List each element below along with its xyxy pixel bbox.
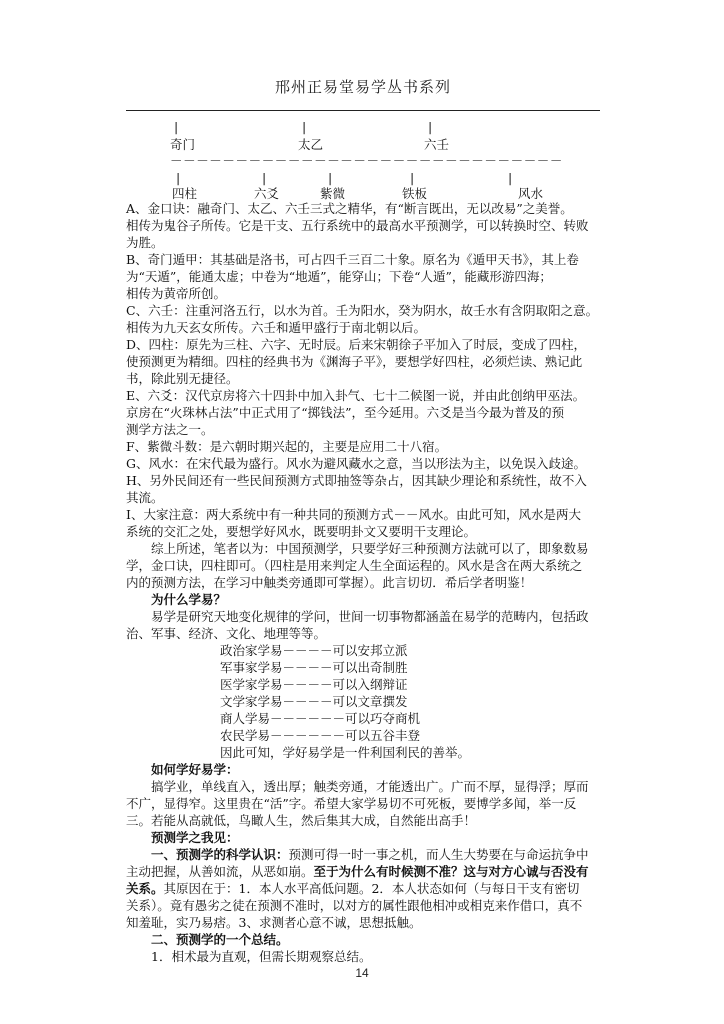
diagram-node-taiyi: 太乙 — [298, 137, 324, 152]
paragraph-line: H、另外民间还有一些民间预测方式即抽签等杂占，因其缺少理论和系统性，故不入 — [126, 473, 587, 488]
paragraph-line: I、大家注意：两大系统中有一种共同的预测方式－－风水。由此可知，风水是两大 — [126, 507, 581, 522]
paragraph-line: 相传为黄帝所创。 — [126, 286, 227, 301]
running-header: 邢州正易堂易学丛书系列 — [274, 78, 451, 96]
section-heading-opinion: 预测学之我见： — [151, 830, 239, 845]
diagram-node-sizhu: 四柱 — [172, 186, 198, 201]
paragraph-line: 内的预测方法，在学习中触类旁通即可掌握）。此言切切．希后学者明鉴！ — [126, 575, 533, 590]
paragraph-line: 易学是研究天地变化规律的学问，世间一切事物都涵盖在易学的范畴内，包括政 — [151, 609, 589, 624]
paragraph-line: 综上所述，笔者以为：中国预测学，只要学好三种预测方法就可以了，即象数易 — [151, 541, 589, 556]
diagram-connector: | — [302, 119, 307, 134]
paragraph-line: C、六壬：注重河洛五行，以水为首。壬为阳水，癸为阴水，故壬水有含阴取阳之意。 — [126, 303, 599, 318]
header-rule — [126, 110, 600, 111]
paragraph-line: G、风水：在宋代最为盛行。风水为避风藏水之意，当以形法为主，以免误入歧途。 — [126, 456, 586, 471]
paragraph-line — [151, 846, 589, 863]
emphasis-text: 一、预测学的科学认识： — [151, 847, 289, 862]
paragraph-line: 不广，显得窄。这里贵在“活”字。希望大家学易切不可死板，要博学多闻，举一反 — [126, 796, 577, 811]
paragraph-line: 系统的交汇之处，要想学好风水，既要明卦文又要明干支理论。 — [126, 524, 477, 539]
list-item: 文学家学易－－－－可以文章撰发 — [220, 694, 408, 709]
paragraph-line: 为“天遁”，能通太虚；中卷为“地遁”，能穿山；下卷“人遁”，能藏形游四海； — [126, 269, 552, 284]
diagram-divider: －－－－－－－－－－－－－－－－－－－－－－－－－－－－－－ — [170, 153, 564, 168]
paragraph-text: 其原因在于：1．本人水平高低问题。2．本人状态如何（与每日干支有密切 — [163, 881, 580, 896]
diagram-connector: | — [410, 170, 415, 185]
list-item: 农民学易－－－－－－可以五谷丰登 — [220, 728, 421, 743]
paragraph-line: 书，除此别无捷径。 — [126, 371, 239, 386]
paragraph-line: A、金口诀：融奇门、太乙、六壬三式之精华，有“断言既出，无以改易”之美誉。 — [126, 201, 573, 216]
emphasis-text: 关系。 — [126, 881, 164, 896]
paragraph-text: 主动把握，从善如流，从恶如崩。 — [126, 864, 314, 879]
paragraph-line: B、奇门遁甲：其基础是洛书，可占四千三百二十象。原名为《遁甲天书》，其上卷 — [126, 252, 579, 267]
list-item: 军事家学易－－－－可以出奇制胜 — [220, 660, 408, 675]
paragraph-line: 使预测更为精细。四柱的经典书为《渊海子平》，要想学好四柱，必须烂读、熟记此 — [126, 354, 583, 369]
diagram-connector: | — [428, 119, 433, 134]
diagram-connector: | — [176, 170, 181, 185]
diagram-node-qimen: 奇门 — [170, 137, 196, 152]
paragraph-line — [126, 880, 579, 897]
diagram-node-tieban: 铁板 — [402, 186, 428, 201]
list-item: 政治家学易－－－－可以安邦立派 — [220, 643, 408, 658]
paragraph-text: 预测可得一时一事之机，而人生大势要在与命运抗争中 — [288, 847, 589, 862]
page-number: 14 — [355, 966, 369, 980]
emphasis-text: 至于为什么有时候测不准？这与对方心诚与否没有 — [313, 864, 589, 879]
paragraph-line: 学，金口诀，四柱即可。（四柱是用来判定人生全面运程的。风水是含在两大系统之 — [126, 558, 583, 573]
paragraph-line: 测学方法之一。 — [126, 422, 214, 437]
paragraph-line — [126, 863, 589, 880]
paragraph-line: 知羞耻，实乃易痞。3、求测者心意不诚，思想抵触。 — [126, 915, 422, 930]
paragraph-line: 关系）。竟有愚劣之徒在预测不准时，以对方的属性跟他相冲或相克来作借口，真不 — [126, 898, 583, 913]
section-heading-how-learn: 如何学好易学： — [151, 762, 239, 777]
paragraph-line: E、六爻：汉代京房将六十四卦中加入卦气、七十二候图一说，并由此创纳甲巫法。 — [126, 388, 586, 403]
diagram-connector: | — [328, 170, 333, 185]
paragraph-line: 其流。 — [126, 490, 164, 505]
paragraph-line: 三。若能从高就低，鸟瞰人生，然后集其大成，自然能出高手！ — [126, 813, 477, 828]
paragraph-line: 搞学业，单线直入，透出厚；触类旁通，才能透出广。广而不厚，显得浮；厚而 — [151, 779, 589, 794]
paragraph-line: 为胜。 — [126, 235, 164, 250]
diagram-connector: | — [174, 119, 179, 134]
list-item: 商人学易－－－－－－可以巧夺商机 — [220, 711, 421, 726]
paragraph-line: 因此可知，学好易学是一件利国利民的善举。 — [220, 745, 471, 760]
diagram-node-liuren: 六壬 — [424, 137, 450, 152]
section-heading-why-learn: 为什么学易？ — [151, 592, 227, 607]
paragraph-line: D、四柱：原先为三柱、六字、无时辰。后来宋朝徐子平加入了时辰，变成了四柱， — [126, 337, 587, 352]
paragraph-line: 1．相术最为直观，但需长期观察总结。 — [151, 949, 372, 964]
section-heading-summary: 二、预测学的一个总结。 — [151, 932, 289, 947]
paragraph-line: 京房在“火珠林占法”中正式用了“掷钱法”，至今延用。六爻是当今最为普及的预 — [126, 405, 565, 420]
paragraph-line: 相传为鬼谷子所传。它是干支、五行系统中的最高水平预测学，可以转换时空、转败 — [126, 218, 589, 233]
diagram-connector: | — [508, 170, 513, 185]
paragraph-line: 相传为九天玄女所传。六壬和遁甲盛行于南北朝以后。 — [126, 320, 427, 335]
diagram-connector: | — [262, 170, 267, 185]
paragraph-line: 治、军事、经济、文化、地理等等。 — [126, 626, 327, 641]
diagram-node-ziwei: 紫微 — [320, 186, 346, 201]
list-item: 医学家学易－－－－可以入纲辩证 — [220, 677, 408, 692]
diagram-node-fengshui: 风水 — [518, 186, 544, 201]
diagram-node-liuyao: 六爻 — [254, 186, 280, 201]
paragraph-line: F、紫微斗数：是六朝时期兴起的，主要是应用二十八宿。 — [126, 439, 448, 454]
